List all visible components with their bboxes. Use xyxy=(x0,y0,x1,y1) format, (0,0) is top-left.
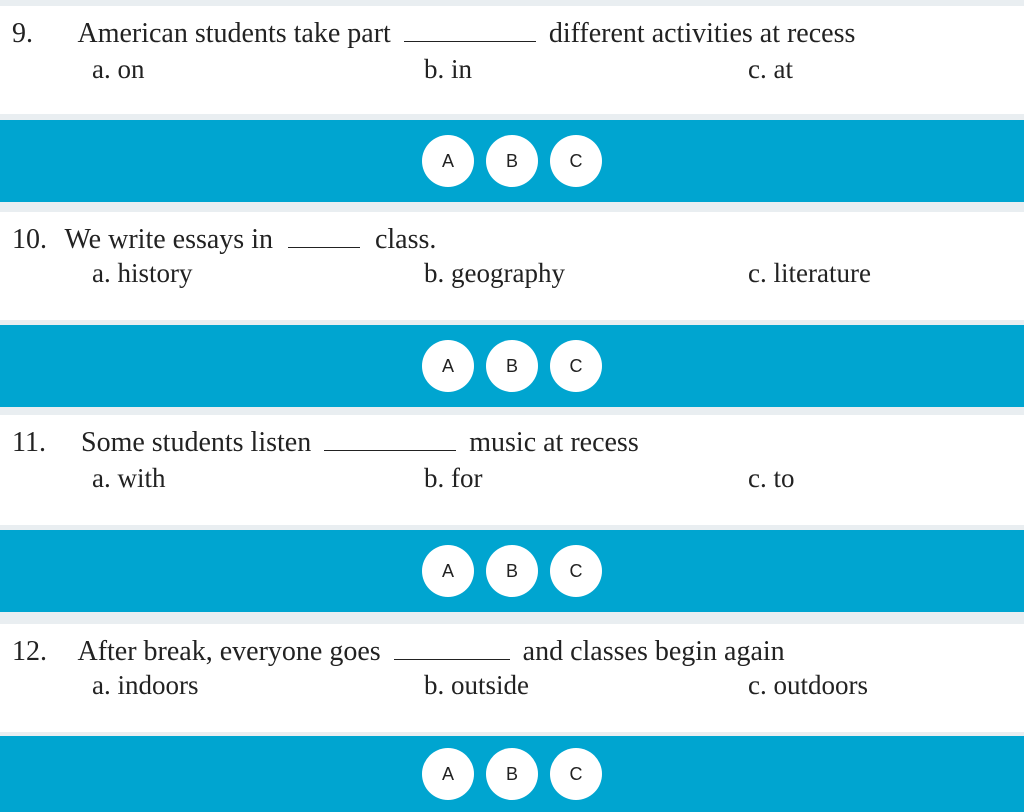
question-10 xyxy=(0,212,1024,320)
answer-blank xyxy=(288,225,360,248)
answer-button-a[interactable]: A xyxy=(422,545,474,597)
question-stem xyxy=(12,636,785,668)
answer-blank xyxy=(324,428,456,451)
answer-blank xyxy=(404,19,536,42)
question-stem xyxy=(12,18,855,50)
answer-button-a[interactable]: A xyxy=(422,340,474,392)
answer-bar xyxy=(0,325,1024,407)
answer-bar xyxy=(0,120,1024,202)
question-number: 9. xyxy=(12,18,33,49)
question-stem xyxy=(12,427,639,459)
question-stem xyxy=(12,224,436,256)
option-b: b. outside xyxy=(424,670,529,700)
option-c: c. literature xyxy=(748,258,871,288)
option-a: a. indoors xyxy=(92,670,199,700)
question-text-after: and classes begin again xyxy=(522,636,785,667)
answer-button-b[interactable]: B xyxy=(486,748,538,800)
option-b: b. for xyxy=(424,463,483,493)
answer-bar xyxy=(0,736,1024,812)
question-text-after: music at recess xyxy=(469,427,639,458)
option-c: c. to xyxy=(748,463,795,493)
question-12 xyxy=(0,624,1024,732)
answer-button-b[interactable]: B xyxy=(486,135,538,187)
answer-button-c[interactable]: C xyxy=(550,748,602,800)
option-a: a. history xyxy=(92,258,193,288)
question-number: 12. xyxy=(12,636,47,667)
option-b: b. geography xyxy=(424,258,565,288)
question-number: 10. xyxy=(12,224,47,255)
question-11 xyxy=(0,415,1024,525)
answer-button-c[interactable]: C xyxy=(550,340,602,392)
question-text-before: American students take part xyxy=(77,18,391,49)
option-a: a. with xyxy=(92,463,166,493)
answer-button-c[interactable]: C xyxy=(550,545,602,597)
answer-button-a[interactable]: A xyxy=(422,748,474,800)
option-c: c. outdoors xyxy=(748,670,868,700)
question-number: 11. xyxy=(12,427,46,458)
answer-button-a[interactable]: A xyxy=(422,135,474,187)
answer-button-b[interactable]: B xyxy=(486,340,538,392)
option-b: b. in xyxy=(424,54,473,84)
answer-button-c[interactable]: C xyxy=(550,135,602,187)
answer-button-b[interactable]: B xyxy=(486,545,538,597)
question-text-after: class. xyxy=(374,224,437,255)
answer-blank xyxy=(394,637,510,660)
question-text-before: We write essays in xyxy=(64,224,273,255)
question-text-before: After break, everyone goes xyxy=(77,636,381,667)
answer-bar xyxy=(0,530,1024,612)
question-text-before: Some students listen xyxy=(81,427,312,458)
option-a: a. on xyxy=(92,54,145,84)
question-9 xyxy=(0,6,1024,114)
question-text-after: different activities at recess xyxy=(548,18,856,49)
option-c: c. at xyxy=(748,54,793,84)
